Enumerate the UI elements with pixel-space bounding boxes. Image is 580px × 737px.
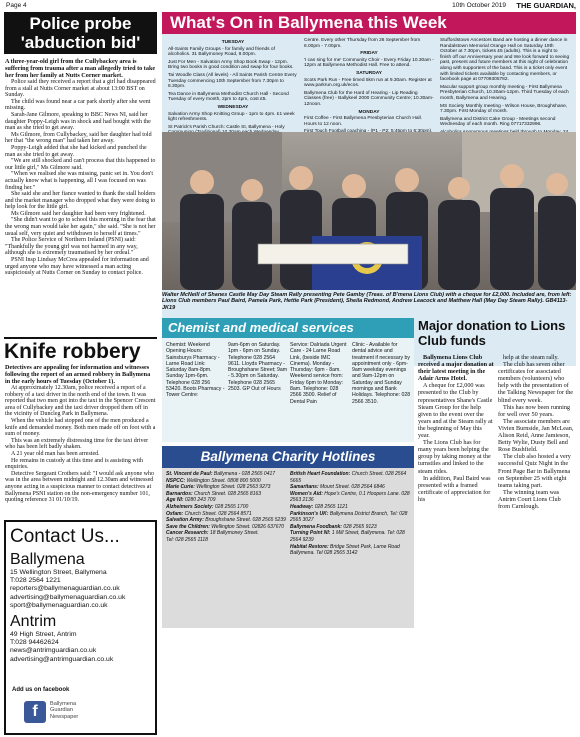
event-listing: Centre. Every other Thursday from 26 September from 6.00pm - 7.00pm. [304,38,421,49]
chemist-column-2: 9am-6pm on Saturday. 1pm - 6pm on Sunday. Telephone 028 2564 9611. Lloyds Pharmacy - Broughshane Street; 9am - 5.30pm on Saturday. Telephone 028 2565 2503. GP Out of Hours [228,342,288,393]
event-listing: Scots Park Run - Free timed 5km run at 9.30am. Register at www.parkrun.org.uk/ecos. [304,77,432,89]
lions-cheque-photo [162,132,576,290]
charity-column-2 [290,471,412,557]
knife-paragraph: When the vehicle had stopped one of the men produced a knife and demanded money. Both men made off on foot with a sum of money. [5,417,156,438]
police-paragraph: "She didn't want to go to school this morning in the fear that the wrong man would take her again," she said. "She is not her usual self, very quiet and withdrawn to herself at times." [5,217,156,237]
police-paragraph: Sarah-Jane Gilmore, speaking to BBC News NI, said her daughter Poppy-Leigh was in shock and had bought with the man as she tried to get away. [5,111,151,132]
event-listing: St Patrick's Parish Church: Castle St, Ballymena - Holy [168,124,285,130]
lions-paragraph: The associate members are Vivien Burnside, Jan McLean, Alison Reid, Anne Jamieson, Betty Wylie, Dusty Bell and Rose Bushfield. [498,417,574,454]
charity-listing: Barnardos: Church Street. 028 2565 8163 [166,490,262,497]
facebook-label: Add us on facebook [12,687,70,693]
charity-listing: Women's Aid: Hope's Centre, 0.1 Hoopers Lane. 028 2563 2136 [290,490,410,504]
page-header [4,2,576,11]
email-link[interactable]: reporters@ballymenaguardian.co.uk [10,585,120,593]
issue-date: 10th October 2019 [452,2,506,9]
whats-on-column-3 [440,38,570,138]
charity-listing: NSPCC: Wellington Street. 0808 800 5000 [166,477,261,484]
charity-listing: Turning Point NI: 1 Mill Street, Ballymena. Tel: 028 2564 9239 [290,530,405,543]
police-paragraph: The Police Service of Northern Ireland (PSNI) said: "Thankfully the young girl was not harmed in any way, although she is extremely traumatised by her ordeal." [5,237,138,257]
event-listing: Tea Dance in Ballymena Methodist Church Hall - Second Tuesday of every month, 2pm to 4pm, cost £5. [168,91,289,103]
charity-listing: Samaritans: Mount Street. 028 2564 6846 [290,484,385,491]
police-article [5,58,156,336]
lions-paragraph: A cheque for £2,000 was presented to the Club by representatives Shane's Castle Steam Group for the help given to the event over the years and at the Steam rally at the beginning of May this year. [418,382,493,440]
charity-listing: British Heart Foundation: Church Street. 028 2564 5665 [290,471,407,484]
day-heading: MONDAY [358,109,380,115]
charity-hotlines-section [162,446,414,628]
lions-paragraph: Ballymena Lions Club received a major donation at their latest meeting in the Adair Arms Hotel. [418,354,494,383]
charity-title: Ballymena Charity Hotlines [162,446,414,468]
office-ballymena-street: 15 Wellington Street, Ballymena [10,569,107,576]
event-listing: 'I can sing for me' Community Choir - Every Friday 10.30am - 12pm at Ballymena Methodist Hall. Free to attend. [304,57,434,69]
facebook-page-name: Ballymena Guardian Newspaper [50,701,79,720]
chemist-column-4: Clinic - Available for dental advice and treatment if necessary by appointment only - 6pm-9am weekday evenings and 9am-12pm on Saturday and Sunday mornings and Bank Holidays. Telephone: 028 2566 3510. [352,342,411,405]
charity-listing: Marie Curie: Wellington Street. 028 2563 9273 [166,484,271,491]
lions-paragraph: The Lions Club has for many years been helping the group by taking money at the turnstiles and linked to the steam rides. [418,439,491,475]
day-heading: WEDNESDAY [217,104,249,110]
lions-article [418,318,576,735]
event-listing: All-Saints Family Groups - for family and friends of alcoholics. 31 Ballymoney Road, 8.00pm. [168,46,275,58]
photo-caption: Walter McNeill of Shanes Castle May Day Steam Rally presenting Pete Gamby (Treas. of B'mena Lions Club) with a cheque for £2,000. Included are, from left: Lions Club members Paul Baird, Pamela Park, Hettie Park (President), Sheila Redmond, Andrew Leacock and Matthew Hall (May Day Steam Rally). GB4113-JK19 [162,292,572,311]
event-listing: Stuffordstown Ancestors Band are hosting a dinner dance in Randalstown Memorial Orange Hall on Saturday 19th October at 7.30pm, tickets £5 (adults). This is a night to finish off our Anniversary year and We look forward to seeing past, present and future members at this night of celebration along with supporters of the band. This is a ticket only event with limited tickets available by contacting members, or facebook page at 07709305782. [440,38,570,83]
office-antrim-street: 49 High Street, Antrim [10,631,77,639]
office-antrim-name: Antrim [10,613,57,631]
event-listing: Tai Woodle Class (All levels) - All Saints Parish Centre Every Tuesday commencing 10th September from 7.30pm to 8.30pm. [168,72,297,90]
whats-on-column-2 [304,38,434,138]
lions-paragraph: In addition, Paul Baird was presented with a framed certificate of appreciation for his [418,474,491,503]
whats-on-title: What's On in Ballymena this Week [162,12,576,34]
police-paragraph: She said she and her fiance wanted to thank the stall holders and the market manager who dropped what they were doing to help look for the little girl. [5,191,156,211]
event-listing: MS Society Monthly meeting - Wilson House, Broughshane, 7.30pm. First Monday of month. [440,103,568,115]
email-link[interactable]: sport@ballymenaguardian.co.uk [10,601,108,609]
knife-paragraph: At approximately 12.30am, police received a report of a robbery of a taxi driver in the north end of the town. It was reported that two men got into the taxi in the Spencer Crescent area of Cullybackey and the taxi driver dropped them off in the vicinity of Duncleg Park in Ballymena. [5,385,156,418]
knife-headline: Knife robbery [4,337,157,363]
email-link[interactable]: news@antrimguardian.co.uk [10,647,97,655]
police-paragraph: Poppy-Leigh added that she had kicked and punched the man as she tried to get away. [5,144,147,158]
lions-paragraph: The club has seven other certificates for associated members (volunteers) who help with the presentation of the Talking Newspaper for the blind every week. [498,361,574,404]
knife-body [5,385,156,504]
charity-listing: Salvation Army: Broughshane Street. 028 2565 5239 [166,517,286,524]
charity-listing: Habitat Restore: Bridge Street Park, Larne Road Ballymena. Tel 028 2565 3142 [290,543,400,557]
knife-article [5,364,156,518]
event-listing: Macular support group monthly meeting - First Ballymena Presbyterian Church, 10.30am-12pm. Third Tuesday of each month, Ballymena and Hearing. [440,84,569,101]
lions-column-1 [418,354,494,734]
charity-listing: Oxfam: Church Street. 028 2564 8571 [166,510,252,517]
event-listing: Ballymena and District Cake Group - Meetings second Wednesday of each month. Ring 07717332996. [440,116,556,128]
day-heading: SATURDAY [356,70,382,76]
office-antrim-phone: T:028 94462624 [10,639,59,647]
left-column [4,12,157,735]
facebook-icon: f [24,701,46,723]
chemist-section [162,318,414,442]
knife-paragraph: He remains in custody at this time and is assisting with enquiries. [5,457,143,471]
event-listing: Just For Men - Salvation Army Shop Book Swap - 12pm. Bring two books in good condition and swap for four books. [168,59,294,71]
police-paragraph: The child was found near a car park shortly after she went missing. [5,98,151,112]
police-paragraph: "We are still shocked and can't process that this happened to our little girl," Ms Gilmore said. [5,158,156,171]
charity-listing: Tel: 028 2565 1118 [166,536,208,543]
police-paragraph: Ms Gilmore said her daughter had been very frightened. [11,210,146,217]
knife-paragraph: Detective Sergeant Crothers said: "I would ask anyone who was in the area between midnight and 12.30am and witnessed anyone acting in a suspicious manner to contact detectives at Ballymena PSNI station on the non-emergency number 101, quoting reference 31 01/10/19. [5,470,154,504]
police-lead: A three-year-old girl from the Cullybackey area is suffering from trauma after a man allegedly tried to take her from her family at Nutts Corner market. [5,58,156,79]
group-photo-illustration [162,132,576,290]
facebook-promo[interactable] [10,687,155,727]
charity-listing: St. Vincent de Paul: Ballymena - 028 2565 0417 [166,471,276,477]
police-paragraph: Ms Gilmore, from Cullybackey, said her daughter had told her that "the wrong man" had taken her away. [5,131,152,145]
masthead-brand: THE GUARDIAN, [516,1,576,10]
charity-listing: Save the Children: Wellington Street. 02826 637670 [166,523,285,530]
knife-paragraph: This was an extremely distressing time for the taxi driver who has been left badly shaken. [5,437,149,451]
lions-headline: Major donation to Lions Club funds [418,318,566,348]
charity-listing: Alzheimers Society: 028 2565 1700 [166,503,249,510]
contact-box [4,520,157,735]
police-paragraph: PSNI Insp Lindsay McCrea appealed for information and urged anyone who may have witnessed a man acting suspiciously at Nutts Corner on Sunday to contact police. [5,257,149,277]
police-paragraph: Police said they received a report that a girl had disappeared from a stall at Nutts Corner market at about 13:00 BST on Sunday. [5,79,156,99]
police-paragraph: "When we realised she was missing, panic set in. You don't actually know what is happening, all I was focused on was finding her." [5,171,154,191]
chemist-column-3: Service: Dalriada Urgent Care - 24 Larne Road Link, (beside IMC Cinema). Monday - Thursday: 6pm - 8am. Weekend service from: Friday 6pm to Monday: 8am. Telephone: 028 2566 3500. Relief of Dental Pain [290,342,347,405]
lions-paragraph: This has now been running for well over 50 years. [498,403,571,418]
charity-listing: Parkinson's UK: Ballymena District Branch, Tel: 028 2565 3027 [290,510,408,524]
police-headline: Police probe 'abduction bid' [4,12,157,54]
day-heading: FRIDAY [360,51,378,57]
office-ballymena-name: Ballymena [10,551,85,568]
knife-paragraph: A 21 year old man has been arrested. [11,450,100,457]
lions-column-2 [498,354,574,734]
event-listing: Ballymena Club for the Hard of Hearing - Lip Reading Classes (free) - Ballykeel 2000 Community Centre; 10.30am-12noon. [304,90,434,107]
charity-listing: Ballymena Foodbank: 028 2565 9123 [290,523,377,530]
charity-column-1 [166,471,288,544]
event-listing: First Coffee - First Ballymena Presbyterian Church Hall. Hours to 12 noon. [304,116,423,127]
knife-lead: Detectives are appealing for information and witnesses following the report of an armed robbery in Ballymena in the early hours of Tuesday (October 1). [5,364,151,385]
email-link[interactable]: advertising@antrimguardian.co.uk [10,655,114,663]
email-link[interactable]: advertising@ballymenaguardian.co.uk [10,593,126,601]
event-listing: Salvation Army Shop Knitting Group - 1pm to 4pm. £1 week light refreshments. [168,111,295,123]
page-number: Page 4 [6,2,27,9]
office-ballymena-phone: T:028 2564 1221 [10,577,61,585]
charity-listing: Cancer Research: 18 Ballymoney Street. [166,530,259,537]
day-heading: TUESDAY [221,40,245,45]
lions-paragraph: The club also hosted a very successful Quiz Night in the Front Page Bar in Ballymena on September 25 with eight teams taking part. [498,453,571,489]
charity-listing: Headway: 028 2565 1121 [290,503,348,510]
lions-paragraph: The winning team was Antrim Court Lions Club from Carnlough. [498,488,561,510]
contact-title: Contact Us... [10,526,120,547]
chemist-column-1: Chemist: Weekend Opening Hours: Sainsburys Pharmacy - Larne Road Link: Saturday 8am-8pm. Sunday 1pm-6pm. Telephone 028 256 53420. Boots Pharmacy - Tower Centre: [166,342,225,399]
lions-paragraph: help at the steam rally. [503,354,559,361]
chemist-title: Chemist and medical services [162,318,414,338]
charity-listing: Age NI: 0280 243 709 [166,497,216,504]
police-body [5,79,156,277]
